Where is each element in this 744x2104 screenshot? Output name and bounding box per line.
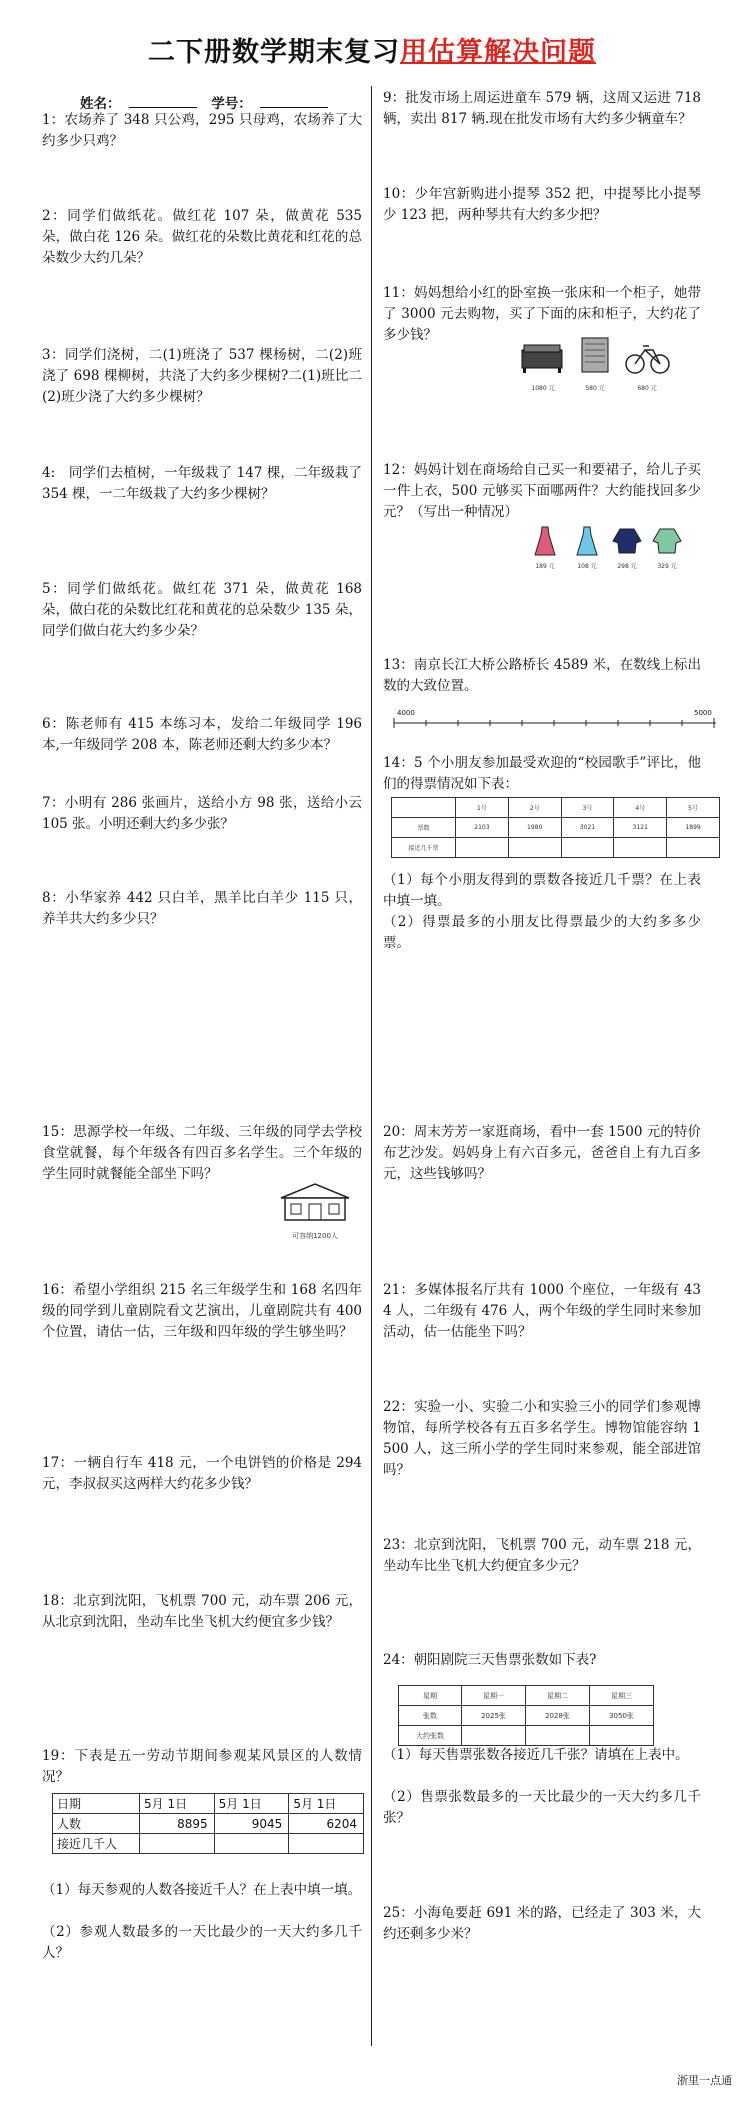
question-9: 9：批发市场上周运进童车 579 辆，这周又运进 718 辆，卖出 817 辆.现在批发市场有大约多少辆童车？ <box>383 90 701 127</box>
cafeteria-icon <box>275 1180 355 1230</box>
table-row <box>392 818 720 838</box>
answer-cell[interactable] <box>561 838 614 858</box>
table-row <box>399 1726 654 1746</box>
question-6: 6：陈老师有 415 本练习本，发给二年级同学 196 本,一年级同学 208 本，陈老师还剩大约多少本？ <box>42 716 362 753</box>
q14-vote-table <box>391 797 720 858</box>
question-19: 19：下表是五一劳动节期间参观某风景区的人数情况？ <box>42 1748 362 1785</box>
question-24: 24：朝阳剧院三天售票张数如下表? <box>383 1652 597 1668</box>
name-blank[interactable] <box>129 93 197 108</box>
table-row <box>392 838 720 858</box>
table-cell: 2103 <box>456 818 509 838</box>
question-7: 7：小明有 286 张画片，送给小方 98 张，送给小云 105 张。小明还剩大约多少张？ <box>42 795 362 832</box>
question-11: 11：妈妈想给小红的卧室换一张床和一个柜子，她带了 3000 元去购物，买了下面的床和柜子，大约花了多少钱？ <box>383 285 701 343</box>
table-row <box>392 798 720 818</box>
question-16: 16：希望小学组织 215 名三年级学生和 168 名四年级的同学到儿童剧院看文艺演出，儿童剧院共有 400 个位置，请估一估，三年级和四年级的学生够坐吗？ <box>42 1282 362 1340</box>
answer-cell[interactable] <box>590 1726 654 1746</box>
dress-blue-price: 108 元 <box>577 563 597 570</box>
table-cell: 人数 <box>53 1814 140 1834</box>
table-cell: 6204 <box>289 1814 364 1834</box>
question-1: 1：农场养了 348 只公鸡，295 只母鸡，农场养了大约多少只鸡？ <box>42 112 362 149</box>
column-divider-top <box>371 86 372 1126</box>
table-row <box>53 1834 364 1854</box>
name-id-line <box>80 92 338 112</box>
table-cell: 接近几千票 <box>392 838 456 858</box>
bed-price: 1080 元 <box>531 385 555 392</box>
table-cell <box>392 798 456 818</box>
question-21: 21：多媒体报名厅共有 1000 个座位，一年级有 434 人，二年级有 476 人，两个年级的学生同时来参加活动，估一估能坐下吗？ <box>383 1282 701 1340</box>
table-cell: 3121 <box>614 818 667 838</box>
table-cell: 1号 <box>456 798 509 818</box>
table-cell: 票数 <box>392 818 456 838</box>
table-row <box>53 1794 364 1814</box>
bicycle-icon <box>625 338 670 376</box>
question-2: 2：同学们做纸花。做红花 107 朵，做黄花 535 朵，做白花 126 朵。做红花的朵数比黄花和红花的总朵数少大约几朵？ <box>42 208 362 266</box>
numline-end-label: 5000 <box>694 709 712 717</box>
table-cell: 2028张 <box>526 1706 590 1726</box>
question-24-part-1: （1）每天售票张数各接近几千张？请填在上表中。 <box>383 1747 689 1763</box>
dress-red-price: 189 元 <box>535 563 555 570</box>
bed-icon <box>520 340 565 375</box>
answer-cell[interactable] <box>214 1834 289 1854</box>
question-25: 25：小海龟要赶 691 米的路，已经走了 303 米，大约还剩多少米？ <box>383 1905 701 1942</box>
answer-cell[interactable] <box>508 838 561 858</box>
question-10: 10：少年宫新购进小提琴 352 把，中提琴比小提琴少 123 把，两种琴共有大约多少把？ <box>383 186 701 223</box>
answer-cell[interactable] <box>456 838 509 858</box>
question-24-part-2: （2）售票张数最多的一天比最少的一天大约多几千张？ <box>383 1789 701 1826</box>
dress-blue-icon <box>575 525 599 557</box>
table-cell: 星期一 <box>462 1686 526 1706</box>
table-cell: 大约张数 <box>399 1726 462 1746</box>
question-18: 18：北京到沈阳，飞机票 700 元，动车票 206 元，从北京到沈阳，坐动车比坐飞机大约便宜多少钱？ <box>42 1593 362 1630</box>
answer-cell[interactable] <box>462 1726 526 1746</box>
table-cell: 接近几千人 <box>53 1834 140 1854</box>
title-highlight: 用估算解决问题 <box>400 37 596 68</box>
table-cell: 5号 <box>667 798 720 818</box>
table-cell: 5月 1日 <box>289 1794 364 1814</box>
question-14-part-2: （2）得票最多的小朋友比得票最少的大约多多少票。 <box>383 914 701 951</box>
answer-cell[interactable] <box>614 838 667 858</box>
dress-red-icon <box>533 525 557 557</box>
table-cell: 3号 <box>561 798 614 818</box>
question-4: 4: 同学们去植树，一年级栽了 147 棵，二年级栽了 354 棵，一二年级栽了大约多少棵树？ <box>42 465 362 502</box>
answer-cell[interactable] <box>140 1834 215 1854</box>
question-17: 17：一辆自行车 418 元，一个电饼铛的价格是 294 元，李叔叔买这两样大约花多少钱？ <box>42 1455 362 1492</box>
table-row <box>53 1814 364 1834</box>
table-row <box>399 1686 654 1706</box>
table-cell: 1899 <box>667 818 720 838</box>
question-19-part-2: （2）参观人数最多的一天比最少的一天大约多几千人？ <box>42 1924 362 1961</box>
table-cell: 9045 <box>214 1814 289 1834</box>
question-3: 3：同学们浇树，二(1)班浇了 537 棵杨树，二(2)班浇了 698 棵柳树，共浇了大约多少棵树?二(1)班比二(2)班少浇了大约多少棵树？ <box>42 347 362 405</box>
wardrobe-price: 580 元 <box>585 385 605 392</box>
title-main: 二下册数学期末复习 <box>148 37 400 68</box>
table-cell: 5月 1日 <box>214 1794 289 1814</box>
table-cell: 星期 <box>399 1686 462 1706</box>
question-13: 13：南京长江大桥公路桥长 4589 米，在数线上标出数的大致位置。 <box>383 657 701 694</box>
sweater-price: 329 元 <box>657 563 677 570</box>
question-8: 8：小华家养 442 只白羊，黑羊比白羊少 115 只，养羊共大约多少只？ <box>42 890 362 927</box>
jacket-price: 298 元 <box>617 563 637 570</box>
table-cell: 日期 <box>53 1794 140 1814</box>
bicycle-price: 680 元 <box>637 385 657 392</box>
table-cell: 5月 1日 <box>140 1794 215 1814</box>
answer-cell[interactable] <box>667 838 720 858</box>
number-line[interactable] <box>388 715 723 731</box>
column-divider-bottom <box>371 1118 372 2046</box>
question-12: 12：妈妈计划在商场给自己买一和要裙子，给儿子买一件上衣，500 元够买下面哪两件？大约能找回多少元？（写出一种情况） <box>383 462 701 520</box>
table-cell: 1980 <box>508 818 561 838</box>
answer-cell[interactable] <box>289 1834 364 1854</box>
question-19-part-1: （1）每天参观的人数各接近千人？在上表中填一填。 <box>42 1882 362 1898</box>
question-22: 22：实验一小、实验二小和实验三小的同学们参观博物馆，每所学校各有五百多名学生。博物馆能容纳 1500 人，这三所小学的学生同时来参观，能全部进馆吗？ <box>383 1399 701 1478</box>
table-cell: 星期二 <box>526 1686 590 1706</box>
id-label: 学号： <box>211 96 252 112</box>
table-row <box>399 1706 654 1726</box>
table-cell: 2号 <box>508 798 561 818</box>
table-cell: 4号 <box>614 798 667 818</box>
question-15: 15：思源学校一年级、二年级、三年级的同学去学校食堂就餐，每个年级各有四百多名学生。三个年级的学生同时就餐能全部坐下吗？ <box>42 1124 362 1182</box>
wardrobe-icon <box>580 336 610 376</box>
answer-cell[interactable] <box>526 1726 590 1746</box>
question-20: 20：周末芳芳一家逛商场，看中一套 1500 元的特价布艺沙发。妈妈身上有六百多元，爸爸自上有九百多元，这些钱够吗？ <box>383 1124 701 1182</box>
question-5: 5：同学们做纸花。做红花 371 朵，做黄花 168 朵，做白花的朵数比红花和黄花的总朵数少 135 朵，同学们做白花大约多少朵？ <box>42 581 362 639</box>
q24-ticket-table <box>398 1685 654 1746</box>
question-14-part-1: （1）每个小朋友得到的票数各接近几千票？在上表中填一填。 <box>383 872 701 909</box>
numline-start-label: 4000 <box>397 709 415 717</box>
question-14: 14：5 个小朋友参加最受欢迎的“校园歌手”评比，他们的得票情况如下表： <box>383 755 701 792</box>
table-cell: 8895 <box>140 1814 215 1834</box>
name-label: 姓名： <box>80 96 121 112</box>
jacket-navy-icon <box>612 527 642 555</box>
table-cell: 3050张 <box>590 1706 654 1726</box>
footer-brand: 浙里一点通 <box>677 2074 732 2087</box>
question-23: 23：北京到沈阳，飞机票 700 元，动车票 218 元，坐动车比坐飞机大约便宜多少元？ <box>383 1537 701 1574</box>
table-cell: 星期三 <box>590 1686 654 1706</box>
page-title <box>0 30 744 69</box>
cafeteria-capacity: 可容纳1200人 <box>292 1232 338 1240</box>
table-cell: 3021 <box>561 818 614 838</box>
sweater-green-icon <box>652 527 682 555</box>
q19-visitor-table <box>52 1793 364 1854</box>
table-cell: 张数 <box>399 1706 462 1726</box>
id-blank[interactable] <box>260 93 328 108</box>
table-cell: 2025张 <box>462 1706 526 1726</box>
